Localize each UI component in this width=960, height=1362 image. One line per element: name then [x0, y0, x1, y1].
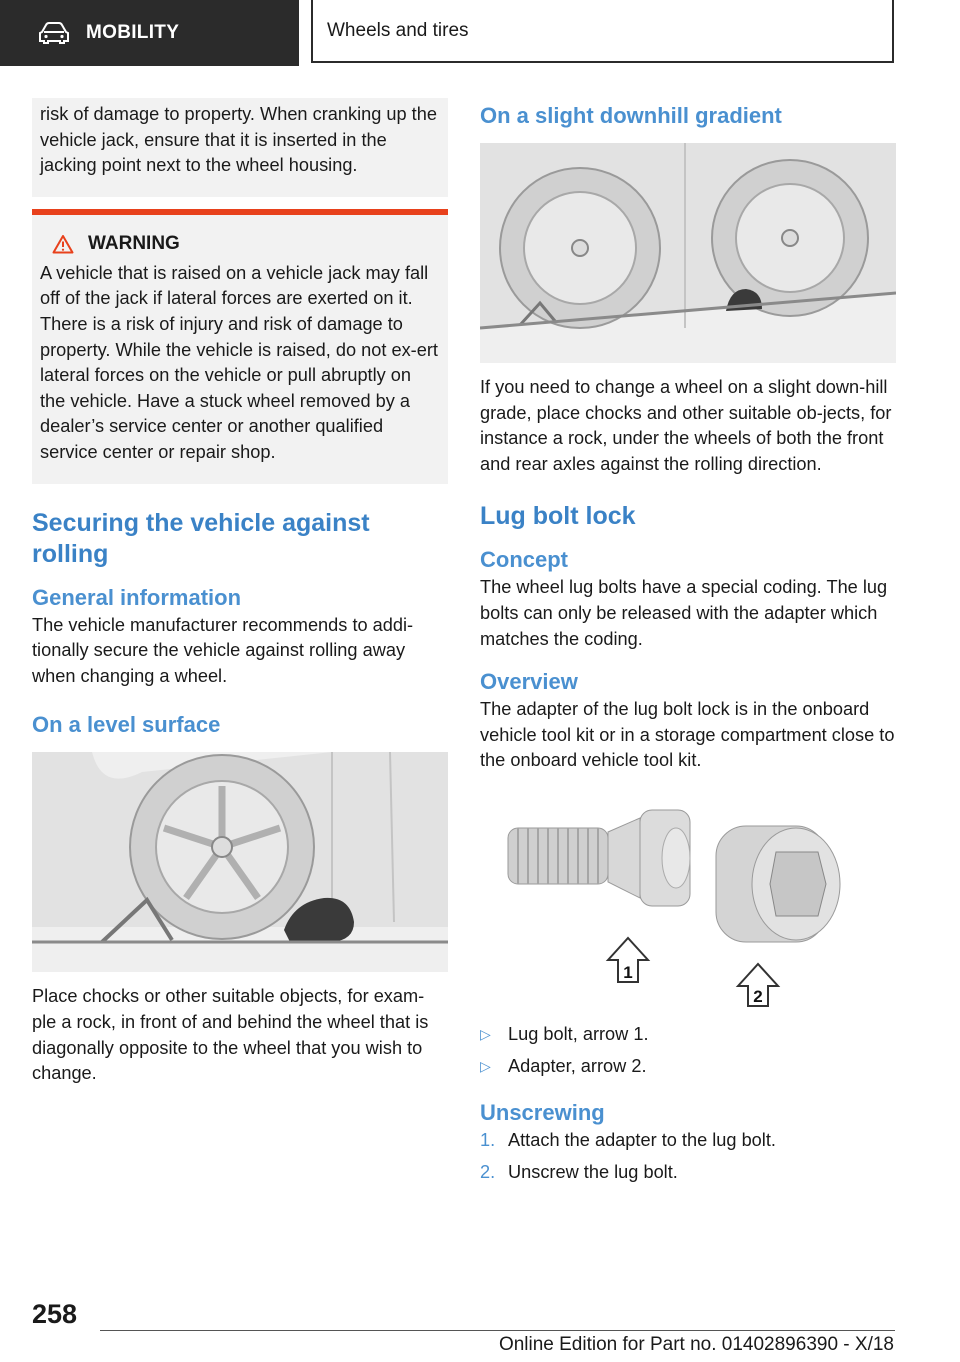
left-column: [32, 98, 448, 1087]
warning-title: WARNING: [88, 232, 180, 254]
level-surface-figure: [32, 752, 448, 972]
arrow-label-1: 1: [623, 962, 633, 982]
warning-triangle-icon: [52, 234, 74, 254]
bullet-marker: ▷: [480, 1025, 491, 1042]
intro-text: risk of damage to property. When cranking up the vehicle jack, ensure that it is inserted in the jacking point next to the wheel housing.: [40, 104, 437, 176]
lug-heading: Lug bolt lock: [480, 502, 636, 531]
downhill-heading: On a slight downhill gradient: [480, 103, 782, 128]
list-item-text: Adapter, arrow 2.: [508, 1055, 647, 1076]
downhill-text: If you need to change a wheel on a slight down-hill grade, place chocks and other suitable ob-jects, for instance a rock, under the wheels of both the front and rear axles against the rolling direction.: [480, 377, 892, 474]
edition-link[interactable]: Online Edition for Part no. 01402896390 - X/18: [498, 1334, 894, 1355]
warning-text: A vehicle that is raised on a vehicle jack may fall off of the jack if lateral forces are exerted on it. There is a risk of injury and risk of damage to property. While the vehicle is raised, do not ex-ert lateral forces on the vehicle or pull abruptly on the vehicle. Have a stuck wheel removed by a dealer’s service center or another qualified service center or repair shop.: [40, 262, 438, 462]
lug-bolt-illustration: [480, 788, 896, 1008]
list-item: [480, 1022, 896, 1048]
warning-title-row: [40, 233, 440, 255]
concept-heading: Concept: [480, 547, 568, 573]
level-heading: On a level surface: [32, 712, 221, 738]
step-item: [480, 1128, 896, 1154]
list-item-text: Lug bolt, arrow 1.: [508, 1023, 649, 1044]
general-heading: General information: [32, 584, 242, 610]
level-surface-illustration: [32, 752, 448, 972]
chapter-label: Wheels and tires: [327, 19, 469, 41]
step-item: [480, 1160, 896, 1186]
downhill-illustration: [480, 143, 896, 363]
general-text: The vehicle manufacturer recommends to addi-tionally secure the vehicle against rolling away when changing a wheel.: [32, 614, 414, 686]
part-list: [480, 1022, 896, 1079]
unscrew-heading: Unscrewing: [480, 1100, 605, 1126]
lug-bolt-figure: [480, 788, 896, 1008]
section-title: MOBILITY: [86, 22, 180, 43]
step-number: 1.: [480, 1130, 496, 1151]
section-heading: Securing the vehicle against rolling: [32, 508, 370, 568]
chapter-title: [311, 0, 894, 63]
concept-text: The wheel lug bolts have a special coding. The lug bolts can only be released with the adapter which matches the coding.: [480, 577, 888, 649]
page-number: 258: [32, 1299, 78, 1329]
bullet-marker: ▷: [480, 1057, 491, 1074]
step-list: [480, 1128, 896, 1185]
step-number: 2.: [480, 1161, 496, 1182]
car-icon: [38, 22, 70, 44]
arrow-label-2: 2: [753, 986, 763, 1006]
intro-box: [32, 98, 448, 197]
overview-text: The adapter of the lug bolt lock is in the onboard vehicle tool kit or in a storage compartment close to the onboard vehicle tool kit.: [480, 699, 895, 771]
step-text: Unscrew the lug bolt.: [508, 1161, 678, 1182]
overview-heading: Overview: [480, 669, 578, 695]
right-column: [480, 98, 896, 1191]
step-text: Attach the adapter to the lug bolt.: [508, 1130, 776, 1151]
footer-divider: [100, 1330, 895, 1331]
warning-box: [32, 209, 448, 484]
downhill-figure: [480, 143, 896, 363]
list-item: [480, 1054, 896, 1080]
section-tab[interactable]: [0, 0, 299, 66]
level-text: Place chocks or other suitable objects, for exam-ple a rock, in front of and behind the wheel that is diagonally opposite to the wheel that you wish to change.: [32, 986, 429, 1084]
